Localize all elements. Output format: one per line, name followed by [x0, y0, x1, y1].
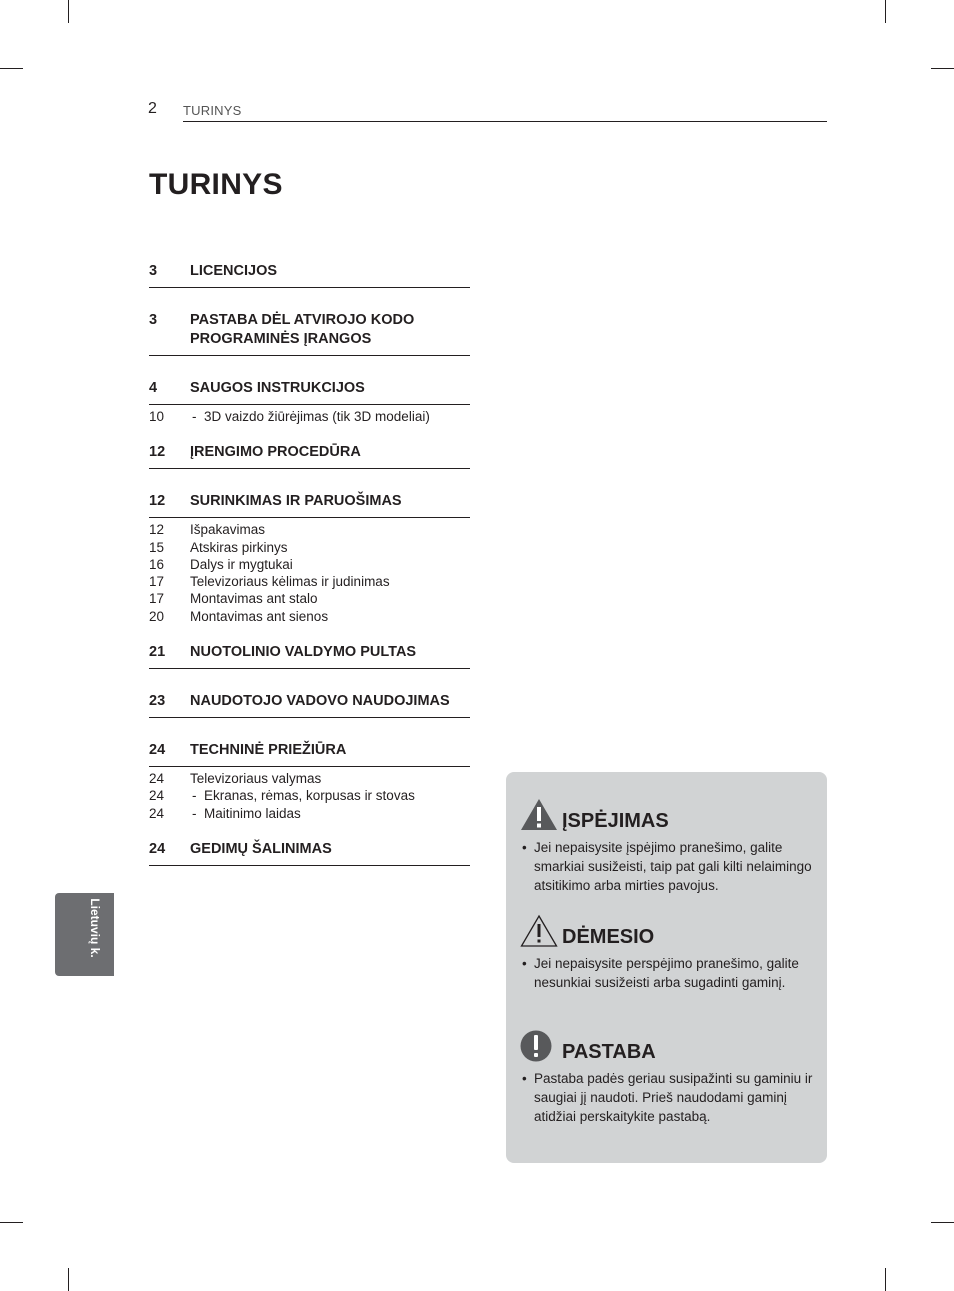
toc-subentry-title: Dalys ir mygtukai — [190, 556, 293, 572]
toc-section-heading — [149, 262, 470, 288]
toc-section — [149, 492, 470, 625]
crop-mark — [68, 0, 69, 23]
toc-section-title: SURINKIMAS IR PARUOŠIMAS — [190, 493, 402, 510]
toc-subentry-page: 17 — [149, 574, 165, 590]
caution-text: • Jei nepaisysite perspėjimo pranešimo, galite nesunkiai susižeisti arba sugadinti gaminį. — [520, 954, 816, 992]
toc-subentry-title: Montavimas ant sienos — [190, 608, 329, 624]
toc-section-heading — [149, 443, 470, 469]
toc-subentry — [149, 521, 470, 538]
note-heading — [520, 1027, 816, 1063]
note-title: PASTABA — [562, 1041, 656, 1063]
caution-title: DĖMESIO — [562, 926, 655, 948]
crop-mark — [931, 1222, 954, 1223]
toc-subentry-title: Atskiras pirkinys — [190, 539, 288, 555]
toc-subentry — [149, 608, 470, 625]
caution-triangle-outline-icon — [520, 914, 558, 948]
toc-section — [149, 643, 470, 669]
toc-section-heading — [149, 840, 470, 866]
page-title: TURINYS — [149, 168, 283, 201]
caution-heading — [520, 912, 816, 948]
crop-mark — [931, 68, 954, 69]
toc-section-title: TECHNINĖ PRIEŽIŪRA — [190, 742, 347, 759]
warning-heading — [520, 796, 816, 832]
toc-section-title: GEDIMŲ ŠALINIMAS — [190, 840, 332, 857]
page-number: 2 — [148, 100, 157, 117]
toc-subentry-page: 24 — [149, 788, 165, 804]
toc-subentry-page: 17 — [149, 591, 165, 607]
toc-section-title: PASTABA DĖL ATVIROJO KODO PROGRAMINĖS ĮRANGOS — [190, 312, 415, 347]
toc-subentry-title: - Maitinimo laidas — [190, 805, 470, 822]
toc-section-heading — [149, 379, 470, 405]
warning-triangle-filled-icon — [520, 798, 558, 832]
toc-page-number: 12 — [149, 493, 166, 510]
language-tab-label: Lietuvių k. — [88, 898, 102, 958]
notice-box — [506, 772, 827, 1163]
toc-section-heading — [149, 492, 470, 518]
toc-page-number: 12 — [149, 444, 166, 461]
toc-subentry — [149, 556, 470, 573]
crop-mark — [0, 68, 23, 69]
toc-subentry-title: Televizoriaus kėlimas ir judinimas — [190, 574, 390, 590]
warning-notice — [520, 796, 816, 895]
toc-section-title: SAUGOS INSTRUKCIJOS — [190, 380, 365, 396]
toc-subentry — [149, 770, 470, 787]
toc-section — [149, 379, 470, 425]
toc-subentry-page: 15 — [149, 539, 165, 555]
toc-section-title: ĮRENGIMO PROCEDŪRA — [190, 444, 361, 461]
language-side-tab — [55, 893, 114, 976]
header-rule — [183, 121, 827, 122]
toc-page-number: 21 — [149, 644, 166, 661]
toc-subentry — [149, 408, 470, 425]
exclamation-circle-icon — [520, 1029, 558, 1063]
toc-subentry — [149, 787, 470, 804]
toc-section-heading — [149, 643, 470, 669]
note-notice — [520, 1027, 816, 1126]
warning-text: • Jei nepaisysite įspėjimo pranešimo, galite smarkiai susižeisti, taip pat gali kilti nelaimingo atsitikimo arba mirties pavojus. — [520, 838, 816, 895]
toc-subentry — [149, 573, 470, 590]
toc-section — [149, 840, 470, 866]
toc-page-number: 3 — [149, 263, 158, 279]
caution-notice — [520, 912, 816, 992]
toc-subentries — [149, 408, 470, 425]
toc-section — [149, 443, 470, 469]
toc-subentry — [149, 805, 470, 822]
toc-section-heading — [149, 311, 470, 356]
toc-subentry-title: Televizoriaus valymas — [190, 771, 322, 787]
toc-section-title: NAUDOTOJO VADOVO NAUDOJIMAS — [190, 693, 450, 710]
toc-subentry-page: 24 — [149, 805, 165, 821]
toc-section-title: NUOTOLINIO VALDYMO PULTAS — [190, 644, 417, 661]
running-header: TURINYS — [183, 103, 242, 118]
toc-section-heading — [149, 741, 470, 767]
toc-page-number: 24 — [149, 742, 166, 759]
toc-subentry-title: - 3D vaizdo žiūrėjimas (tik 3D modeliai) — [190, 408, 470, 425]
toc-page-number: 4 — [149, 380, 158, 396]
crop-mark — [0, 1222, 23, 1223]
toc-section — [149, 741, 470, 822]
toc-page-number: 3 — [149, 312, 158, 328]
toc-subentry-page: 20 — [149, 608, 165, 624]
toc-page-number: 24 — [149, 840, 166, 857]
toc-subentry-page: 10 — [149, 409, 165, 424]
toc-subentry-title: - Ekranas, rėmas, korpusas ir stovas — [190, 787, 470, 804]
toc-subentries — [149, 770, 470, 822]
toc-page-number: 23 — [149, 693, 166, 710]
note-text: • Pastaba padės geriau susipažinti su gaminiu ir saugiai jį naudoti. Prieš naudodami gaminį atidžiai perskaitykite pastabą. — [520, 1069, 816, 1126]
warning-title: ĮSPĖJIMAS — [562, 810, 669, 832]
crop-mark — [68, 1268, 69, 1291]
toc-subentry-page: 24 — [149, 771, 165, 787]
toc-subentry-page: 12 — [149, 522, 165, 538]
toc-section — [149, 692, 470, 718]
toc-section-title: LICENCIJOS — [190, 263, 278, 279]
table-of-contents — [149, 262, 470, 889]
toc-subentry-page: 16 — [149, 556, 165, 572]
toc-subentry-title: Išpakavimas — [190, 522, 266, 538]
toc-section-heading — [149, 692, 470, 718]
toc-subentries — [149, 521, 470, 625]
crop-mark — [885, 0, 886, 23]
toc-subentry — [149, 590, 470, 607]
toc-section — [149, 311, 470, 356]
crop-mark — [885, 1268, 886, 1291]
toc-subentry-title: Montavimas ant stalo — [190, 591, 318, 607]
toc-subentry — [149, 539, 470, 556]
toc-section — [149, 262, 470, 288]
